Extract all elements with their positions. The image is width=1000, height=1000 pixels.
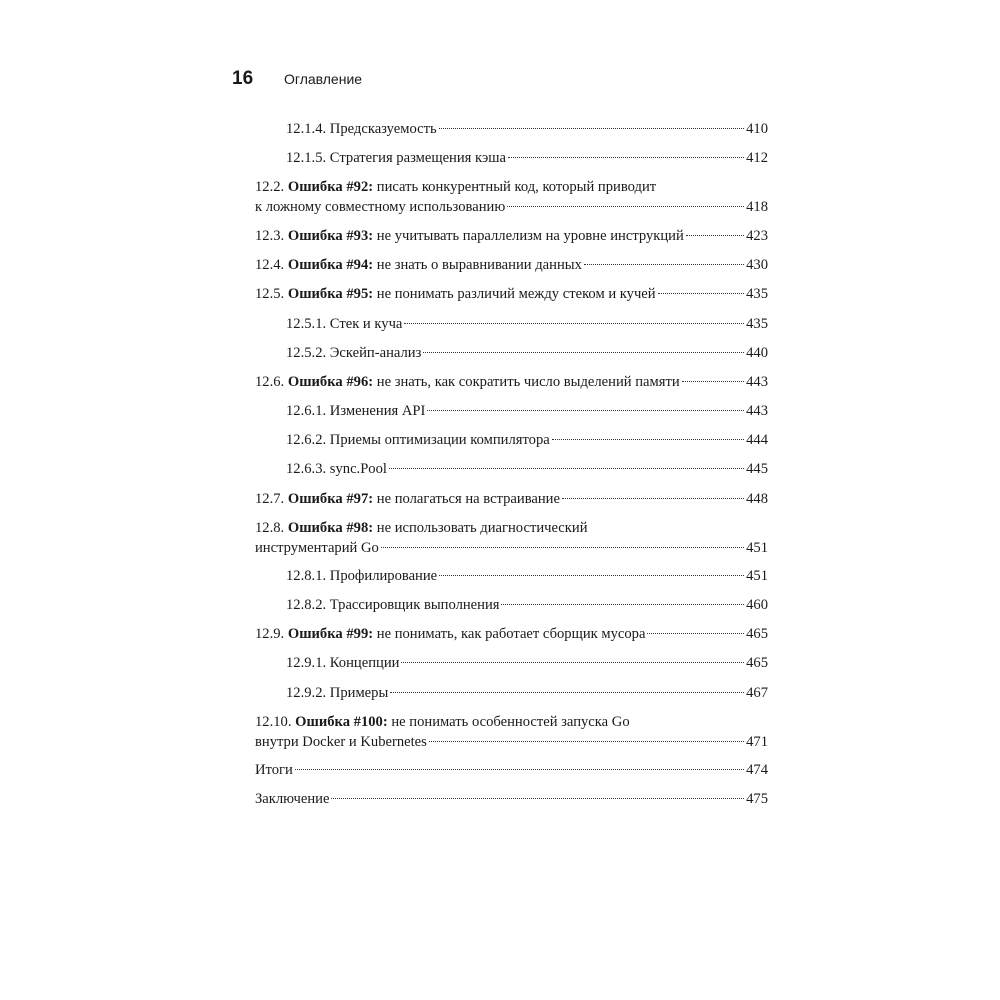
toc-entry-page: 474 <box>746 762 768 778</box>
dot-leader <box>423 352 744 353</box>
toc-entry-page: 465 <box>746 655 768 671</box>
toc-entry-number: 12.5.2. <box>286 345 327 361</box>
dot-leader <box>381 547 744 548</box>
toc-entry-title: Изменения API <box>329 403 426 419</box>
toc-entry-page: 435 <box>746 316 768 332</box>
toc-entry-title: не понимать, как работает сборщик мусора <box>376 626 646 642</box>
toc-entry-number: 12.9.2. <box>286 685 327 701</box>
toc-entry-number: 12.5. <box>255 286 285 302</box>
toc-entry-number: 12.8.1. <box>286 568 327 584</box>
toc-entry-page: 443 <box>746 403 768 419</box>
toc-entry <box>255 790 768 810</box>
dot-leader <box>501 604 744 605</box>
dot-leader <box>439 128 744 129</box>
toc-entry-title: Стек и куча <box>329 316 403 332</box>
toc-entry-mistake-label: Ошибка #98: <box>287 520 374 536</box>
dot-leader <box>508 157 744 158</box>
toc-entry-title: не понимать особенностей запуска Go <box>391 714 630 730</box>
toc-entry-number: 12.9. <box>255 626 285 642</box>
toc-entry-page: 410 <box>746 121 768 137</box>
toc-entry <box>286 402 768 422</box>
toc-entry-page: 471 <box>746 733 768 750</box>
toc-entry-number: 12.7. <box>255 491 285 507</box>
toc-entry-page: 443 <box>746 374 768 390</box>
toc-entry-number: 12.6.3. <box>286 461 327 477</box>
dot-leader <box>427 410 744 411</box>
dot-leader <box>404 323 744 324</box>
toc-entry <box>286 567 768 587</box>
toc-entry-page: 444 <box>746 432 768 448</box>
toc-entry-title: Трассировщик выполнения <box>329 597 500 613</box>
toc-entry-title: не знать о выравнивании данных <box>376 257 582 273</box>
toc-entry-title: не знать, как сократить число выделений памяти <box>376 374 680 390</box>
toc-entry-title: Итоги <box>255 762 293 778</box>
toc-entry-number: 12.8. <box>255 520 285 536</box>
dot-leader <box>584 264 744 265</box>
toc-entry-page: 460 <box>746 597 768 613</box>
toc-entry-page: 475 <box>746 791 768 807</box>
toc-entry-title-continued: внутри Docker и Kubernetes <box>255 733 427 750</box>
toc-entry <box>286 596 768 616</box>
toc-entry-title: Заключение <box>255 791 330 807</box>
toc-entry <box>255 178 768 217</box>
toc-entry-number: 12.1.5. <box>286 150 327 166</box>
dot-leader <box>295 769 744 770</box>
dot-leader <box>658 293 745 294</box>
dot-leader <box>331 798 744 799</box>
toc-entry-title: Профилирование <box>329 568 438 584</box>
toc-entry-mistake-label: Ошибка #96: <box>287 374 374 390</box>
toc-entry-page: 445 <box>746 461 768 477</box>
toc-entry <box>255 625 768 645</box>
toc-entry-title-continued: инструментарий Go <box>255 539 379 556</box>
toc-entry-number: 12.6.1. <box>286 403 327 419</box>
dot-leader <box>389 468 744 469</box>
toc-entry <box>286 460 768 480</box>
toc-entry-number: 12.8.2. <box>286 597 327 613</box>
toc-entry-page: 435 <box>746 286 768 302</box>
toc-entry-title: Концепции <box>329 655 400 671</box>
toc-entry <box>286 149 768 169</box>
toc-entry <box>286 315 768 335</box>
toc-entry-page: 430 <box>746 257 768 273</box>
toc-entry-title: не использовать диагностический <box>376 520 588 536</box>
toc-entry <box>255 490 768 510</box>
dot-leader <box>390 692 744 693</box>
toc-entry-number: 12.9.1. <box>286 655 327 671</box>
toc-entry <box>255 519 768 558</box>
dot-leader <box>401 662 744 663</box>
toc-entry-title: Предсказуемость <box>329 121 437 137</box>
dot-leader <box>682 381 744 382</box>
dot-leader <box>507 206 744 207</box>
dot-leader <box>429 741 744 742</box>
toc-entry-title: sync.Pool <box>329 461 387 477</box>
dot-leader <box>647 633 744 634</box>
toc-entry <box>255 373 768 393</box>
toc-entry-number: 12.5.1. <box>286 316 327 332</box>
toc-entry-number: 12.10. <box>255 714 292 730</box>
toc-entry-mistake-label: Ошибка #95: <box>287 286 374 302</box>
toc-entry-title: Примеры <box>329 685 389 701</box>
dot-leader <box>439 575 744 576</box>
toc-entry-page: 423 <box>746 228 768 244</box>
toc-entry-mistake-label: Ошибка #99: <box>287 626 374 642</box>
toc-entry-title: Приемы оптимизации компилятора <box>329 432 550 448</box>
page-number: 16 <box>232 68 254 89</box>
toc-entry-page: 418 <box>746 198 768 215</box>
toc-entry-page: 451 <box>746 539 768 556</box>
toc-entry <box>286 431 768 451</box>
toc-entry-mistake-label: Ошибка #100: <box>295 714 388 730</box>
toc-entry-number: 12.3. <box>255 228 285 244</box>
dot-leader <box>562 498 744 499</box>
running-section-title: Оглавление <box>284 71 363 87</box>
toc-entry <box>286 654 768 674</box>
toc-entry <box>286 120 768 140</box>
toc-entry-mistake-label: Ошибка #93: <box>287 228 374 244</box>
toc-entry <box>255 713 768 752</box>
toc-entry-page: 467 <box>746 685 768 701</box>
toc-entry-number: 12.6. <box>255 374 285 390</box>
toc-entry-page: 465 <box>746 626 768 642</box>
toc-entry-mistake-label: Ошибка #92: <box>287 179 374 195</box>
toc-entry-number: 12.6.2. <box>286 432 327 448</box>
toc-entry-page: 440 <box>746 345 768 361</box>
toc-entry <box>286 344 768 364</box>
toc-entry-title: не учитывать параллелизм на уровне инструкций <box>376 228 684 244</box>
dot-leader <box>552 439 744 440</box>
toc-entry <box>255 227 768 247</box>
toc-entry <box>255 256 768 276</box>
dot-leader <box>686 235 744 236</box>
toc-entry-page: 412 <box>746 150 768 166</box>
toc-entry <box>255 761 768 781</box>
toc-entry-number: 12.2. <box>255 179 285 195</box>
toc-entry-page: 451 <box>746 568 768 584</box>
toc-entry-title: не полагаться на встраивание <box>376 491 560 507</box>
toc-entry-title: Стратегия размещения кэша <box>329 150 506 166</box>
toc-entry-title-continued: к ложному совместному использованию <box>255 198 506 215</box>
toc-entry-title: Эскейп-анализ <box>329 345 422 361</box>
running-header <box>232 68 362 90</box>
toc-entry-page: 448 <box>746 491 768 507</box>
toc-entry-number: 12.1.4. <box>286 121 327 137</box>
toc-entry-title: писать конкурентный код, который приводит <box>376 179 657 195</box>
toc-entry-title: не понимать различий между стеком и кучей <box>376 286 656 302</box>
toc-entry-mistake-label: Ошибка #97: <box>287 491 374 507</box>
toc-entry <box>255 285 768 305</box>
toc-entry-number: 12.4. <box>255 257 285 273</box>
toc-entry <box>286 684 768 704</box>
toc-entry-mistake-label: Ошибка #94: <box>287 257 374 273</box>
